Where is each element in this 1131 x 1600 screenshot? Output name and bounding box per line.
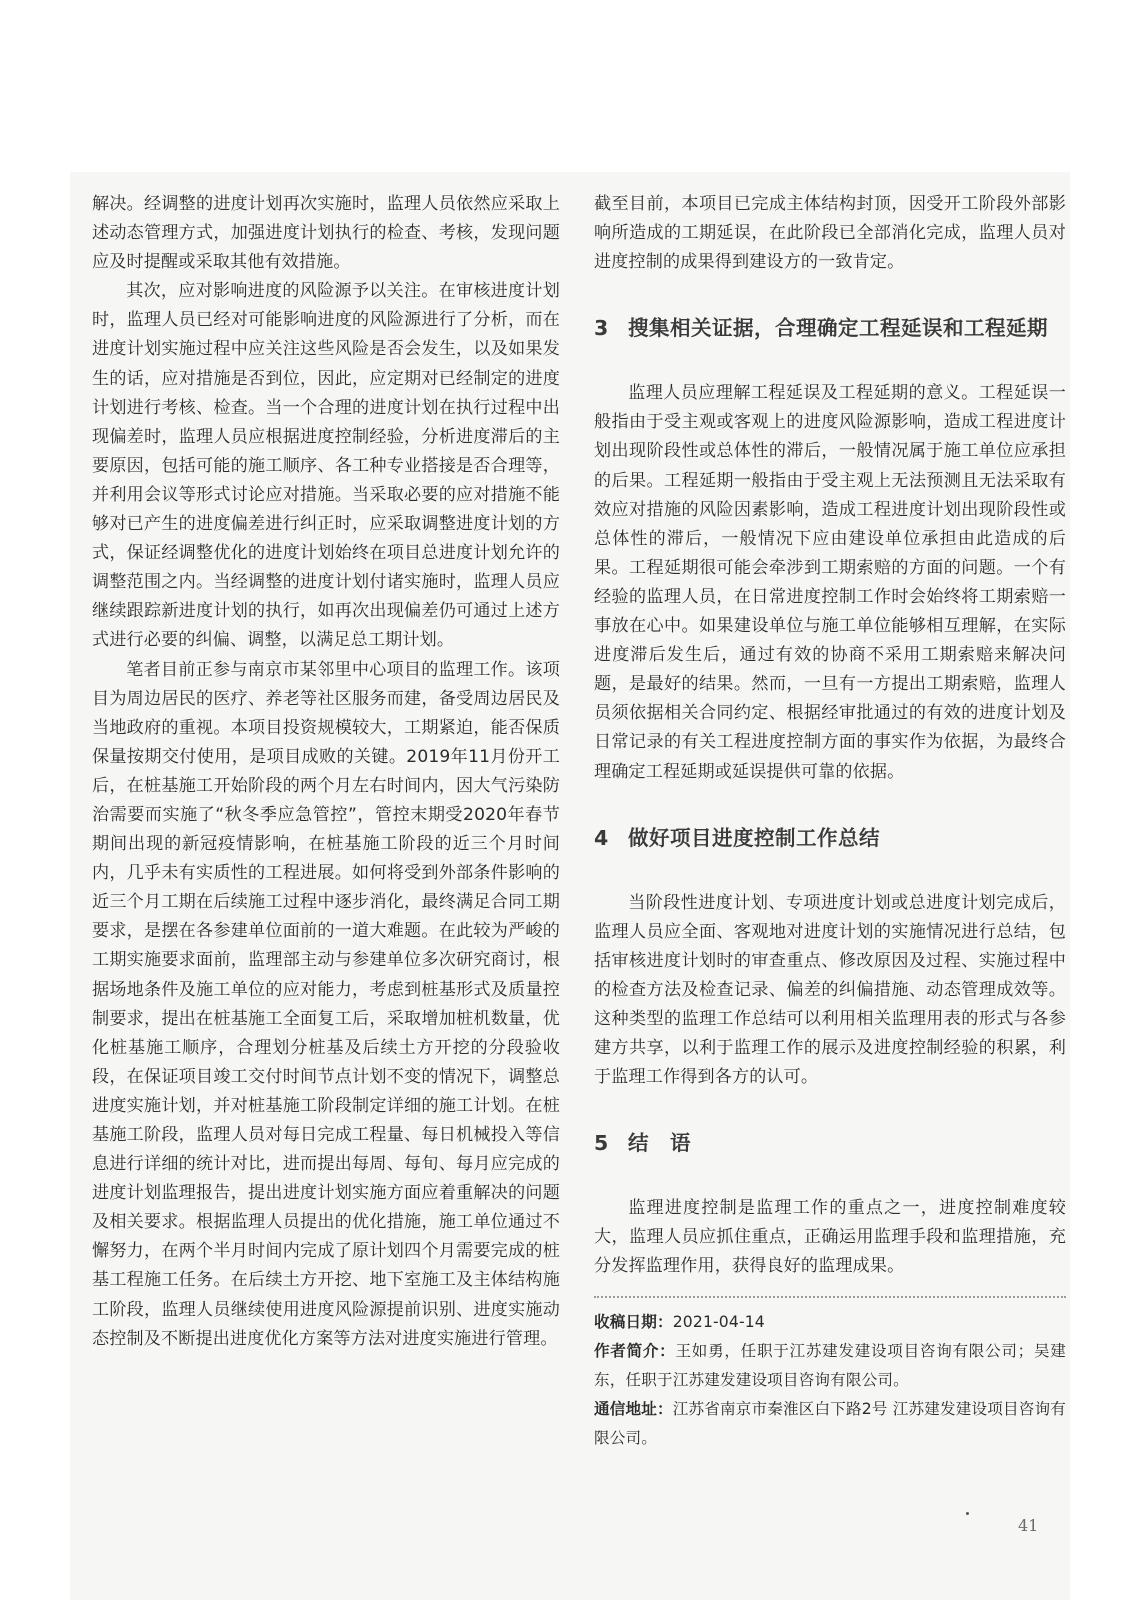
section-number: 4: [594, 825, 609, 850]
paragraph: 监理人员应理解工程延误及工程延期的意义。工程延误一般指由于受主观或客观上的进度风险源影响，造成工程进度计划出现阶段性或总体性的滞后，一般情况属于施工单位应承担的后果。工程延期一般指由于受主观上无法预测且无法采取有效应对措施的风险因素影响，造成工程进度计划出现阶段性或总体性的滞后，一般情况下应由建设单位承担由此造成的后果。工程延期很可能会牵涉到工期索赔的方面的问题。一个有经验的监理人员，在日常进度控制工作时会始终将工期索赔一事放在心中。如果建设单位与施工单位能够相互理解，在实际进度滞后发生后，通过有效的协商不采用工期索赔来解决问题，是最好的结果。然而，一旦有一方提出工期索赔，监理人员须依据相关合同约定、根据经审批通过的有效的进度计划及日常记录的有关工程进度控制方面的事实作为依据，为最终合理确定工程延期或延误提供可靠的依据。: [594, 383, 1066, 782]
author-label: 作者简介：: [594, 1341, 676, 1360]
section-title: 搜集相关证据，合理确定工程延误和工程延期: [628, 316, 1048, 341]
address-label: 通信地址：: [594, 1399, 673, 1418]
paragraph: 当阶段性进度计划、专项进度计划或总进度计划完成后，监理人员应全面、客观地对进度计划的实施情况进行总结，包括审核进度计划时的审查重点、修改原因及过程、实施过程中的检查方法及检查记录、偏差的纠偏措施、动态管理成效等。这种类型的监理工作总结可以利用相关监理用表的形式与各参建方共享，以利于监理工作的展示及进度控制经验的积累，利于监理工作得到各方的认可。: [594, 892, 1066, 1088]
address-info: [594, 1395, 1066, 1453]
section-heading: [594, 1128, 1066, 1158]
section-number: 3: [594, 316, 609, 341]
right-column: [594, 190, 1066, 1453]
paragraph: 监理进度控制是监理工作的重点之一，进度控制难度较大，监理人员应抓住重点，正确运用监理手段和监理措施，充分发挥监理作用，获得良好的监理成果。: [594, 1198, 1066, 1277]
received-date: [594, 1308, 1066, 1337]
address-value: 江苏省南京市秦淮区白下路2号 江苏建发建设项目咨询有限公司。: [594, 1399, 1066, 1447]
author-value: 王如勇，任职于江苏建发建设项目咨询有限公司；吴建东，任职于江苏建发建设项目咨询有限公司。: [594, 1341, 1066, 1389]
section-heading: [594, 313, 1066, 343]
author-info: [594, 1337, 1066, 1395]
paragraph: 其次，应对影响进度的风险源予以关注。在审核进度计划时，监理人员已经对可能影响进度的风险源进行了分析，而在进度计划实施过程中应关注这些风险是否会发生，以及如果发生的话，应对措施是否到位，因此，应定期对已经制定的进度计划进行考核、检查。当一个合理的进度计划在执行过程中出现偏差时，监理人员应根据进度控制经验，分析进度滞后的主要原因，包括可能的施工顺序、各工种专业搭接是否合理等，并利用会议等形式讨论应对措施。当采取必要的应对措施不能够对已产生的进度偏差进行纠正时，应采取调整进度计划的方式，保证经调整优化的进度计划始终在项目总进度计划允许的调整范围之内。当经调整的进度计划付诸实施时，监理人员应继续跟踪新进度计划的执行，如再次出现偏差仍可通过上述方式进行必要的纠偏、调整，以满足总工期计划。: [92, 281, 560, 651]
article-meta: [594, 1308, 1066, 1453]
paragraph: 解决。经调整的进度计划再次实施时，监理人员依然应采取上述动态管理方式，加强进度计划执行的检查、考核，发现问题应及时提醒或采取其他有效措施。: [92, 194, 560, 273]
received-value: 2021-04-14: [672, 1312, 765, 1331]
print-dot: [966, 1512, 969, 1515]
section-number: 5: [594, 1131, 609, 1156]
paragraph: 截至目前，本项目已完成主体结构封顶，因受开工阶段外部影响所造成的工期延误，在此阶段已全部消化完成，监理人员对进度控制的成果得到建设方的一致肯定。: [594, 194, 1066, 273]
left-column: [92, 190, 560, 1354]
paragraph: 笔者目前正参与南京市某邻里中心项目的监理工作。该项目为周边居民的医疗、养老等社区服务而建，备受周边居民及当地政府的重视。本项目投资规模较大，工期紧迫，能否保质保量按期交付使用，是项目成败的关键。2019年11月份开工后，在桩基施工开始阶段的两个月左右时间内，因大气污染防治需要而实施了“秋冬季应急管控”，管控末期受2020年春节期间出现的新冠疫情影响，在桩基施工阶段的近三个月时间内，几乎未有实质性的工程进展。如何将受到外部条件影响的近三个月工期在后续施工过程中逐步消化，最终满足合同工期要求，是摆在各参建单位面前的一道大难题。在此较为严峻的工期实施要求面前，监理部主动与参建单位多次研究商讨，根据场地条件及施工单位的应对能力，考虑到桩基形式及质量控制要求，提出在桩基施工全面复工后，采取增加桩机数量，优化桩基施工顺序，合理划分桩基及后续土方开挖的分段验收段，在保证项目竣工交付时间节点计划不变的情况下，调整总进度实施计划，并对桩基施工阶段制定详细的施工计划。在桩基施工阶段，监理人员对每日完成工程量、每日机械投入等信息进行详细的统计对比，进而提出每周、每旬、每月应完成的进度计划监理报告，提出进度计划实施方面应着重解决的问题及相关要求。根据监理人员提出的优化措施，施工单位通过不懈努力，在两个半月时间内完成了原计划四个月需要完成的桩基工程施工任务。在后续土方开挖、地下室施工及主体结构施工阶段，监理人员继续使用进度风险源提前识别、进度实施动态控制及不断提出进度优化方案等方法对进度实施进行管理。: [92, 659, 560, 1349]
section-heading: [594, 823, 1066, 853]
section-title: 做好项目进度控制工作总结: [628, 825, 880, 850]
section-title: 结 语: [628, 1131, 691, 1156]
received-label: 收稿日期：: [594, 1312, 673, 1331]
page-number: 41: [1018, 1516, 1039, 1535]
dotted-divider: [594, 1296, 1066, 1298]
